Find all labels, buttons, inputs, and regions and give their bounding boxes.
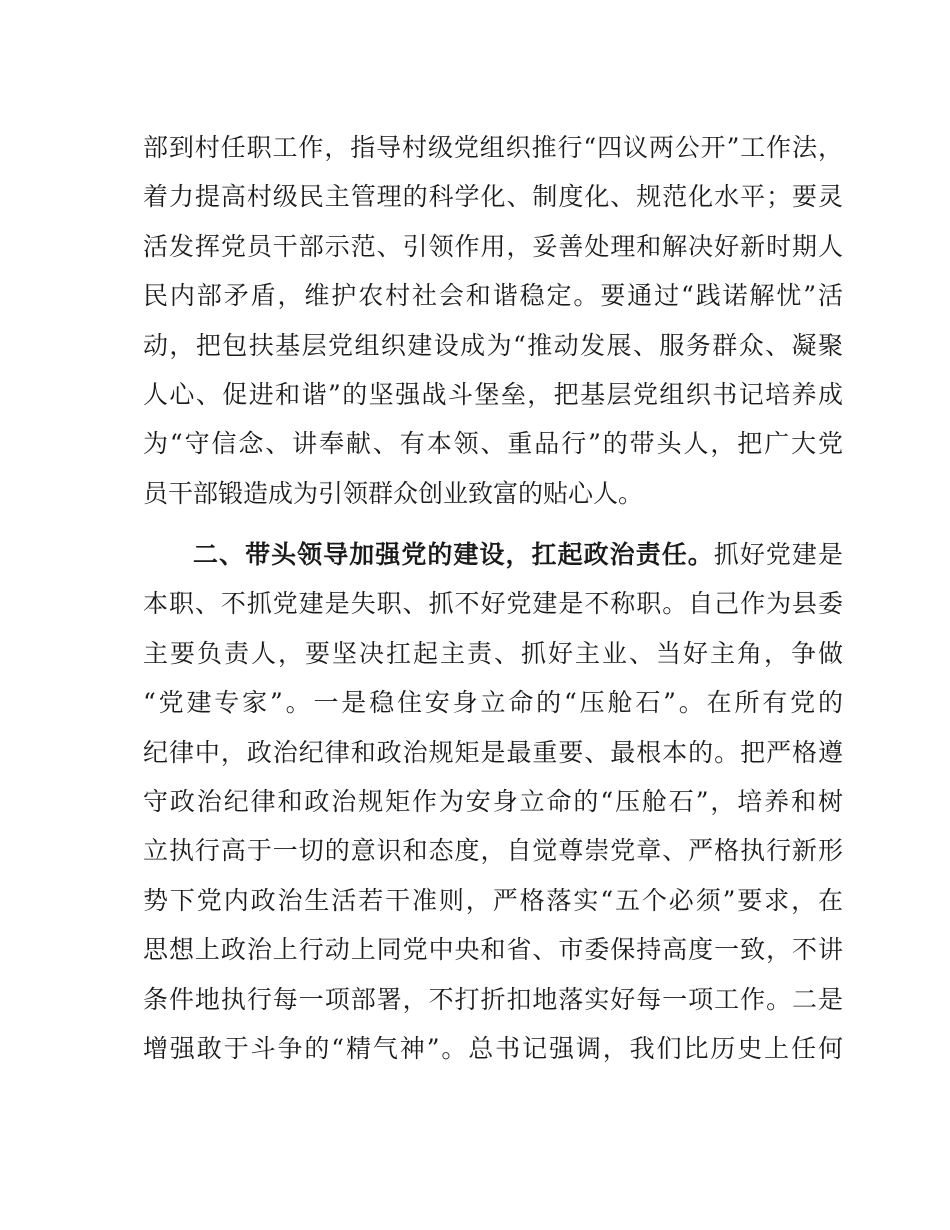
paragraph-2-line-3: 主要负责人，要坚决扛起主责、抓好主业、当好主角，争做 [143,638,843,668]
paragraph-1-line-2: 着力提高村级民主管理的科学化、制度化、规范化水平；要灵 [143,182,843,212]
paragraph-2-line-2: 本职、不抓党建是失职、抓不好党建是不称职。自己作为县委 [143,589,843,619]
paragraph-2-line-1-rest: 抓好党建是 [713,540,843,569]
paragraph-2 [143,530,843,1073]
paragraph-2-line-7: 立执行高于一切的意识和态度，自觉尊崇党章、严格执行新形 [143,836,843,866]
paragraph-2-line-11: 增强敢于斗争的“精气神”。总书记强调，我们比历史上任何 [143,1033,843,1063]
paragraph-1-line-5: 动，把包扶基层党组织建设成为“推动发展、服务群众、凝聚 [143,330,843,360]
paragraph-2-line-10: 条件地执行每一项部署，不打折扣地落实好每一项工作。二是 [143,984,843,1014]
paragraph-2-line-6: 守政治纪律和政治规矩作为安身立命的“压舱石”，培养和树 [143,786,843,816]
paragraph-2-line-5: 纪律中，政治纪律和政治规矩是最重要、最根本的。把严格遵 [143,737,843,767]
paragraph-1-line-1: 部到村任职工作，指导村级党组织推行“四议两公开”工作法， [143,133,843,162]
paragraph-1-line-8: 员干部锻造成为引领群众创业致富的贴心人。 [143,478,644,508]
paragraph-1-line-4: 民内部矛盾，维护农村社会和谐稳定。要通过“践诺解忧”活 [143,281,843,311]
paragraph-2-line-1 [143,530,843,579]
paragraph-1 [143,123,843,518]
paragraph-2-line-8: 势下党内政治生活若干准则，严格落实“五个必须”要求，在 [143,885,843,915]
paragraph-2-line-4: “党建专家”。一是稳住安身立命的“压舱石”。在所有党的 [143,688,843,718]
paragraph-1-line-6: 人心、促进和谐”的坚强战斗堡垒，把基层党组织书记培养成 [143,379,843,409]
paragraph-1-line-7: 为“守信念、讲奉献、有本领、重品行”的带头人，把广大党 [143,429,843,459]
paragraph-2-line-9: 思想上政治上行动上同党中央和省、市委保持高度一致，不讲 [143,935,843,965]
section-heading: 二、带头领导加强党的建设，扛起政治责任。 [193,540,714,569]
paragraph-1-line-3: 活发挥党员干部示范、引领作用，妥善处理和解决好新时期人 [143,231,843,261]
